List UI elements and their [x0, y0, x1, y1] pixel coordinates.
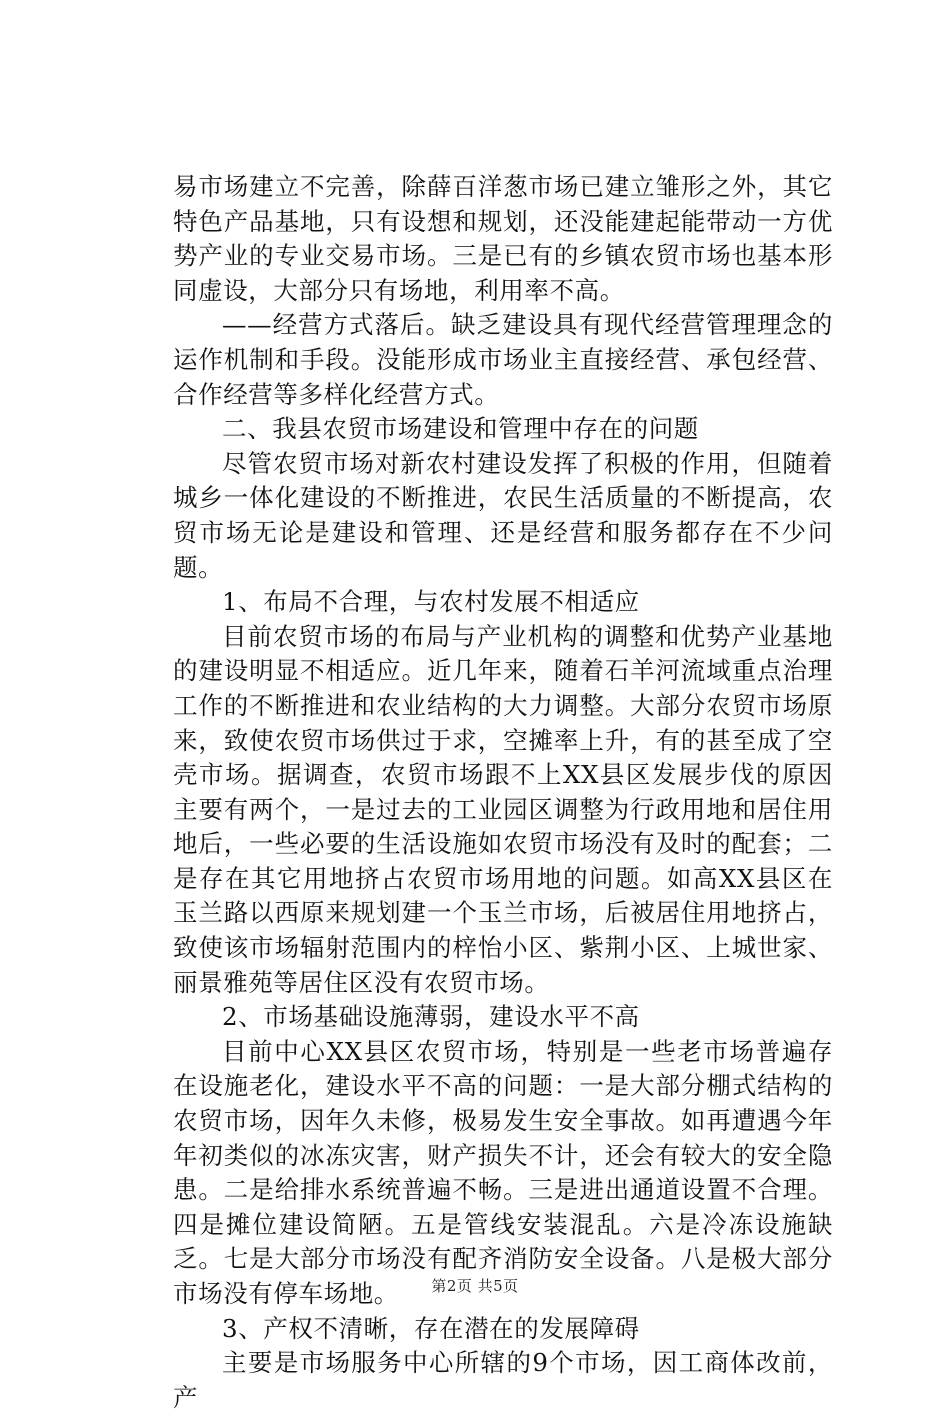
subheading-1: 1、布局不合理，与农村发展不相适应 — [222, 587, 640, 617]
subheading-3: 3、产权不清晰，存在潜在的发展障碍 — [222, 1313, 640, 1343]
paragraph-1: 易市场建立不完善，除薛百洋葱市场已建立雏形之外，其它特色产品基地，只有设想和规划，还没能建起能带动一方优势产业的专业交易市场。三是已有的乡镇农贸市场也基本形同虚设，大部分只有场地，利用率不高。 — [173, 172, 833, 305]
paragraph-4: 目前农贸市场的布局与产业机构的调整和优势产业基地的建设明显不相适应。近几年来，随着石羊河流域重点治理工作的不断推进和农业结构的大力调整。大部分农贸市场原来，致使农贸市场供过于求，空摊率上升，有的甚至成了空壳市场。据调查，农贸市场跟不上XX县区发展步伐的原因主要有两个，一是过去的工业园区调整为行政用地和居住用地后，一些必要的生活设施如农贸市场没有及时的配套；二是存在其它用地挤占农贸市场用地的问题。如高XX县区在玉兰路以西原来规划建一个玉兰市场，后被居住用地挤占，致使该市场辐射范围内的梓怡小区、紫荆小区、上城世家、丽景雅苑等居住区没有农贸市场。 — [173, 621, 833, 997]
paragraph-3: 尽管农贸市场对新农村建设发挥了积极的作用，但随着城乡一体化建设的不断推进，农民生活质量的不断提高，农贸市场无论是建设和管理、还是经营和服务都存在不少问题。 — [173, 448, 833, 582]
paragraph-2: ——经营方式落后。缺乏建设具有现代经营管理理念的运作机制和手段。没能形成市场业主直接经营、承包经营、合作经营等多样化经营方式。 — [173, 310, 833, 409]
document-body — [173, 170, 833, 1415]
page-number-footer: 第2页 共5页 — [431, 1277, 519, 1295]
paragraph-6: 主要是市场服务中心所辖的9个市场，因工商体改前，产 — [173, 1348, 833, 1412]
subheading-2: 2、市场基础设施薄弱，建设水平不高 — [222, 1002, 640, 1032]
section-heading-2: 二、我县农贸市场建设和管理中存在的问题 — [222, 414, 699, 444]
paragraph-5: 目前中心XX县区农贸市场，特别是一些老市场普遍存在设施老化，建设水平不高的问题：一是大部分棚式结构的农贸市场，因年久未修，极易发生安全事故。如再遭遇今年年初类似的冰冻灾害，财产损失不计，还会有较大的安全隐患。二是给排水系统普遍不畅。三是进出通道设置不合理。四是摊位建设简陋。五是管线安装混乱。六是冷冻设施缺乏。七是大部分市场没有配齐消防安全设备。八是极大部分市场没有停车场地。 — [173, 1036, 833, 1308]
